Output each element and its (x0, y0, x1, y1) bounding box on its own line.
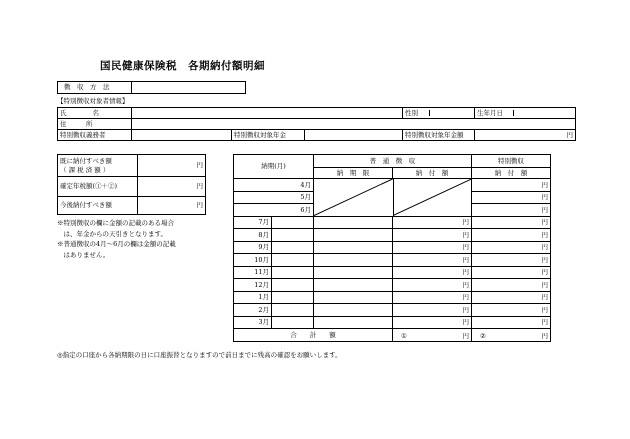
special-amount-cell[interactable]: 円 (472, 179, 551, 192)
already-due-label (58, 155, 138, 177)
month-row (234, 241, 551, 254)
payment-schedule-table (233, 154, 551, 342)
normal-collection-header: 普 通 徴 収 (314, 155, 472, 168)
annual-tax-value[interactable]: 円 (138, 177, 206, 197)
period-header: 納期(月) (234, 155, 314, 179)
month-extra-cell (272, 254, 314, 267)
sex-value[interactable] (429, 110, 474, 117)
footer-note: ◎指定の口座から各納期限の日に口座振替となりますので前日までに残高の確認をお願いします。 (57, 351, 342, 359)
month-extra-cell (272, 291, 314, 304)
collection-method-label: 徴 収 方 法 (58, 82, 132, 94)
pension-label: 特別徴収対象年金 (232, 130, 305, 141)
name-label: 氏 名 (58, 108, 132, 119)
special-amount-cell[interactable]: 円 (472, 316, 551, 329)
month-label: 11月 (234, 266, 272, 279)
diagonal-line-due (314, 179, 393, 216)
month-label: 12月 (234, 279, 272, 292)
normal-amount-cell[interactable]: 円 (393, 254, 472, 267)
due-date-cell[interactable] (314, 254, 393, 267)
month-label: 2月 (234, 304, 272, 317)
obligor-value[interactable] (132, 130, 232, 141)
pension-amount-value[interactable]: 円 (475, 130, 576, 141)
sex-cell (403, 108, 475, 119)
month-row (234, 229, 551, 242)
special-amount-cell[interactable]: 円 (472, 291, 551, 304)
note-line: ※普通徴収の4月～6月の欄は金額の記載 (57, 240, 176, 248)
month-extra-cell (272, 304, 314, 317)
month-row (234, 304, 551, 317)
normal-amount-cell[interactable]: 円 (393, 229, 472, 242)
special-amount-cell[interactable]: 円 (472, 279, 551, 292)
address-label: 住 所 (58, 119, 132, 130)
normal-amount-cell[interactable]: 円 (393, 291, 472, 304)
month-label: 9月 (234, 241, 272, 254)
name-value[interactable] (132, 108, 403, 119)
pension-value[interactable] (305, 130, 403, 141)
notes (57, 218, 176, 260)
month-row (234, 254, 551, 267)
total-normal-mark: ① (401, 331, 407, 340)
note-line: はありません。 (57, 250, 110, 259)
month-extra-cell (272, 266, 314, 279)
address-value[interactable] (132, 119, 576, 130)
already-due-label-line1: 既に納付すべき額 (60, 156, 112, 165)
birth-cell (475, 108, 576, 119)
month-extra-cell (272, 316, 314, 329)
note-line: ※特別徴収の欄に金額の記載のある場合 (57, 219, 174, 227)
already-due-label-line2: （ 課 税 済 額 ） (60, 166, 110, 174)
note-line: は、年金からの天引きとなります。 (57, 229, 167, 238)
pension-amount-label: 特別徴収対象年金額 (403, 130, 475, 141)
special-amount-cell[interactable]: 円 (472, 229, 551, 242)
month-label: 4月 (234, 179, 314, 192)
total-label: 合 計 額 (234, 329, 393, 342)
month-extra-cell (272, 279, 314, 292)
due-date-header: 納 期 限 (314, 168, 393, 179)
due-date-cell[interactable] (314, 241, 393, 254)
month-extra-cell (272, 216, 314, 229)
annual-tax-label: 確定年税額(①＋②) (58, 177, 138, 197)
normal-amount-cell[interactable]: 円 (393, 279, 472, 292)
due-date-cell[interactable] (314, 266, 393, 279)
total-special: ② 円 (472, 329, 551, 342)
month-row (234, 279, 551, 292)
month-label: 1月 (234, 291, 272, 304)
sex-label: 性別 (405, 108, 419, 117)
special-amount-cell[interactable]: 円 (472, 191, 551, 204)
month-label: 3月 (234, 316, 272, 329)
due-date-cell[interactable] (314, 291, 393, 304)
month-row (234, 216, 551, 229)
collection-method-table (57, 81, 246, 94)
total-normal: ① 円 (393, 329, 472, 342)
special-amount-cell[interactable]: 円 (472, 266, 551, 279)
special-collection-header: 特別徴収 (472, 155, 551, 168)
normal-amount-cell[interactable]: 円 (393, 241, 472, 254)
person-info-table (57, 107, 576, 141)
month-label: 6月 (234, 204, 314, 217)
special-amount-cell[interactable]: 円 (472, 254, 551, 267)
diagonal-line-amount (393, 179, 472, 216)
month-extra-cell (272, 241, 314, 254)
due-date-cell[interactable] (314, 316, 393, 329)
month-row (234, 266, 551, 279)
special-amount-cell[interactable]: 円 (472, 241, 551, 254)
normal-amount-cell[interactable]: 円 (393, 316, 472, 329)
special-amount-header: 納 付 額 (472, 168, 551, 179)
month-row (234, 316, 551, 329)
month-rows (234, 179, 551, 329)
special-section-label: 【特別徴収対象者情報】 (57, 97, 129, 105)
obligor-label: 特別徴収義務者 (58, 130, 132, 141)
month-row (234, 179, 551, 192)
normal-amount-header: 納 付 額 (393, 168, 472, 179)
due-date-cell[interactable] (314, 229, 393, 242)
future-due-label: 今後納付すべき額 (58, 197, 138, 215)
special-amount-cell[interactable]: 円 (472, 304, 551, 317)
summary-table (57, 154, 206, 215)
future-due-value[interactable]: 円 (138, 197, 206, 215)
normal-collection-na-cell (314, 179, 472, 217)
already-due-value[interactable]: 円 (138, 155, 206, 177)
normal-amount-cell[interactable]: 円 (393, 216, 472, 229)
collection-method-value[interactable] (132, 82, 246, 94)
due-date-cell[interactable] (314, 304, 393, 317)
month-label: 5月 (234, 191, 314, 204)
month-label: 10月 (234, 254, 272, 267)
page-title: 国民健康保険税 各期納付額明細 (100, 60, 265, 72)
special-amount-cell[interactable]: 円 (472, 216, 551, 229)
month-extra-cell (272, 229, 314, 242)
month-label: 8月 (234, 229, 272, 242)
due-date-cell[interactable] (314, 279, 393, 292)
special-amount-cell[interactable]: 円 (472, 204, 551, 217)
month-row (234, 291, 551, 304)
normal-amount-cell[interactable]: 円 (393, 266, 472, 279)
due-date-cell[interactable] (314, 216, 393, 229)
normal-amount-cell[interactable]: 円 (393, 304, 472, 317)
month-label: 7月 (234, 216, 272, 229)
birth-value[interactable] (513, 110, 575, 117)
birth-label: 生年月日 (477, 108, 504, 117)
total-special-mark: ② (480, 331, 486, 340)
